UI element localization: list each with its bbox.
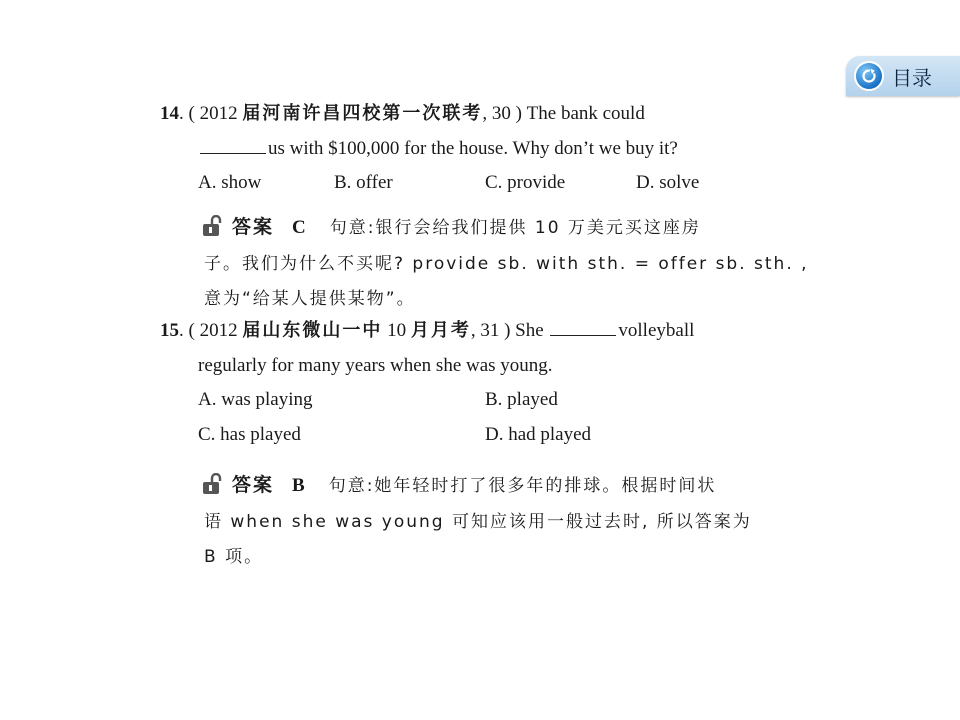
q15-explain-1: 句意:她年轻时打了很多年的排球。根据时间状 bbox=[328, 476, 717, 496]
toc-button[interactable] bbox=[846, 56, 960, 96]
q15-answer-label: 答案 bbox=[232, 474, 275, 496]
q14-stem: us with $100,000 for the house. Why don’t we buy it? bbox=[268, 138, 678, 159]
q15-explain-2: 语 when she was young 可知应该用一般过去时, 所以答案为 bbox=[204, 512, 752, 532]
q15-number: 15 bbox=[160, 320, 179, 341]
q14-explain-line-3 bbox=[204, 287, 416, 311]
q14-source-a: . ( 2012 bbox=[179, 103, 243, 124]
q15-source-a: . ( 2012 bbox=[179, 320, 243, 341]
q15-source-b: , 31 ) She bbox=[470, 320, 549, 341]
q14-answer-line bbox=[202, 215, 701, 240]
q15-option-a: A. was playing bbox=[198, 389, 313, 410]
toc-label: 目录 bbox=[892, 65, 932, 90]
q15-source-c: volleyball bbox=[618, 320, 695, 341]
q15-source-cn2: 月月考 bbox=[410, 320, 471, 341]
q14-answer: C bbox=[292, 217, 306, 238]
q14-explain-line-2 bbox=[204, 252, 809, 276]
q15-option-b: B. played bbox=[485, 389, 558, 410]
q15-line-1 bbox=[160, 319, 694, 343]
q15-line-2 bbox=[198, 354, 553, 378]
unlock-icon bbox=[202, 473, 224, 495]
q15-option-c: C. has played bbox=[198, 424, 301, 445]
q15-option-d: D. had played bbox=[485, 424, 592, 445]
q15-stem: regularly for many years when she was young. bbox=[198, 355, 553, 376]
q15-answer: B bbox=[292, 475, 305, 496]
refresh-circle-icon bbox=[856, 63, 882, 89]
q14-number: 14 bbox=[160, 103, 179, 124]
unlock-icon bbox=[202, 215, 224, 237]
q14-answer-label: 答案 bbox=[232, 216, 275, 238]
q15-explain-line-2 bbox=[204, 510, 752, 534]
q14-source-cn: 届河南许昌四校第一次联考 bbox=[242, 103, 483, 124]
q14-option-b: B. offer bbox=[334, 172, 393, 193]
q14-option-c: C. provide bbox=[485, 172, 566, 193]
q15-source-mid: 10 bbox=[382, 320, 411, 341]
q14-explain-3: 意为“给某人提供某物”。 bbox=[204, 289, 416, 309]
q14-explain-1: 句意:银行会给我们提供 10 万美元买这座房 bbox=[329, 218, 701, 238]
q14-line-1 bbox=[160, 102, 645, 126]
q14-line-2 bbox=[198, 137, 678, 161]
q15-explain-3: B 项。 bbox=[204, 547, 264, 567]
q15-blank bbox=[550, 319, 616, 336]
q15-explain-line-3 bbox=[204, 545, 263, 569]
q14-explain-2: 子。我们为什么不买呢? provide sb. with sth. = offer sb. sth. , bbox=[204, 254, 809, 274]
q14-source-b: , 30 ) The bank could bbox=[482, 103, 645, 124]
q14-blank bbox=[200, 137, 266, 154]
q14-option-d: D. solve bbox=[636, 172, 700, 193]
q14-option-a: A. show bbox=[198, 172, 262, 193]
q15-answer-line bbox=[202, 473, 716, 498]
q15-source-cn: 届山东微山一中 bbox=[242, 320, 383, 341]
